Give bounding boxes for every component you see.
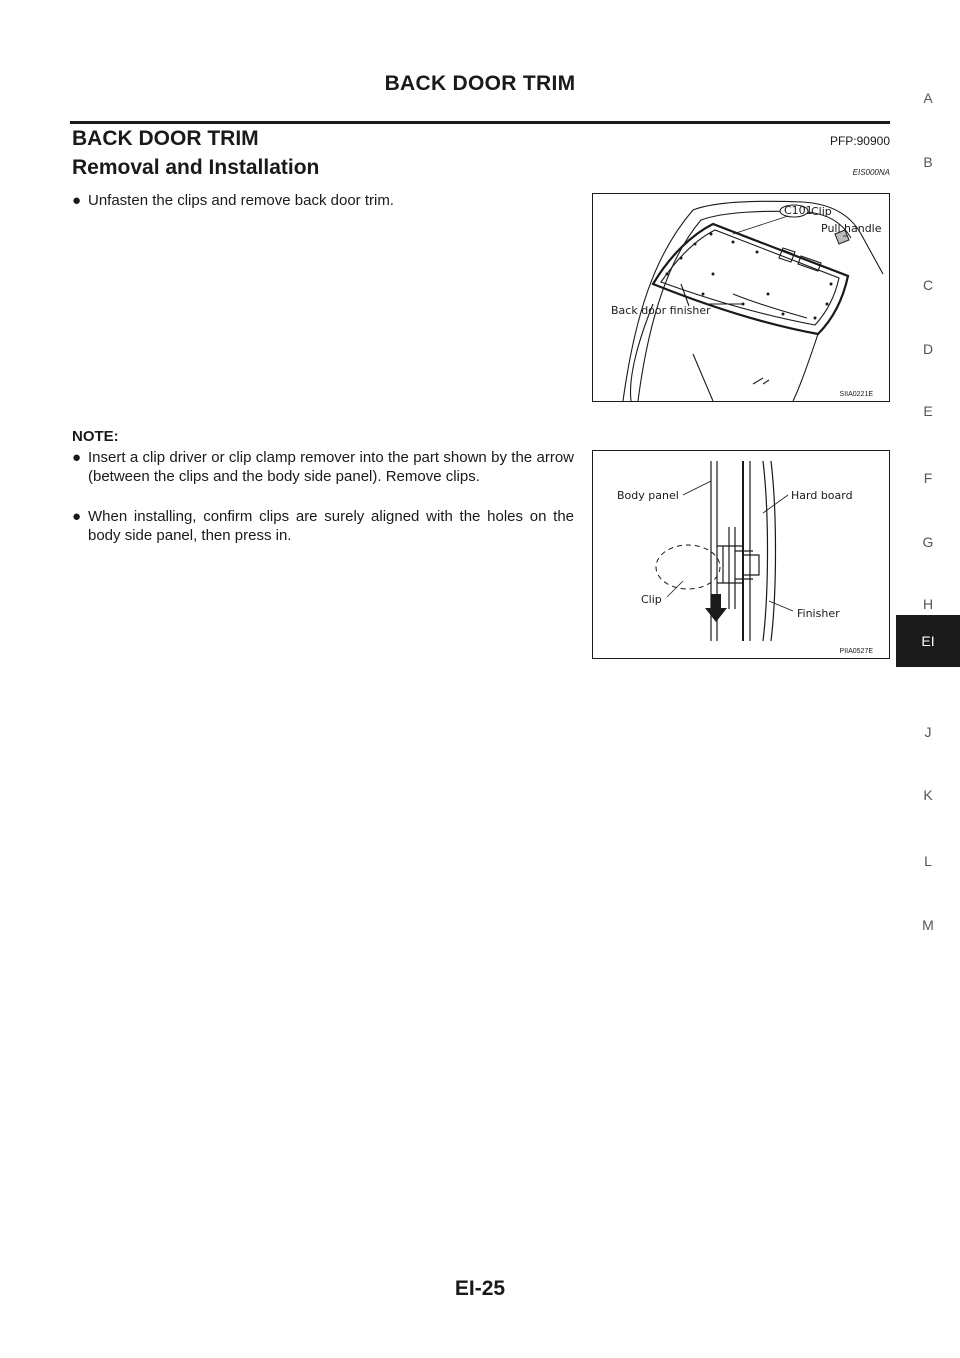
- bullet-icon: ●: [72, 449, 82, 466]
- clip-label: Clip: [811, 205, 832, 218]
- side-tab-m[interactable]: M: [922, 917, 934, 933]
- side-tab-b[interactable]: B: [923, 154, 933, 170]
- side-tab-e[interactable]: E: [923, 403, 933, 419]
- side-tab-l[interactable]: L: [924, 853, 932, 869]
- page-number: EI-25: [454, 1277, 506, 1300]
- section-title: BACK DOOR TRIM: [72, 127, 259, 150]
- clip-section-figure: [592, 450, 890, 659]
- figure-id: SIIA0221E: [839, 391, 873, 398]
- subsection-code: EIS000NA: [852, 168, 890, 177]
- side-tab-k[interactable]: K: [923, 787, 933, 803]
- figure-id: PIIA0527E: [839, 648, 873, 655]
- back-door-illustration: [593, 194, 889, 401]
- body-panel-label: Body panel: [617, 489, 679, 502]
- side-tab-j[interactable]: J: [924, 724, 932, 740]
- note-item: [72, 507, 574, 545]
- note-text: When installing, confirm clips are surely aligned with the holes on the body side panel, then press in.: [88, 508, 574, 544]
- side-tab-c[interactable]: C: [922, 277, 934, 293]
- step-item: [72, 191, 572, 210]
- side-tab-g[interactable]: G: [922, 534, 934, 550]
- side-tab-d[interactable]: D: [922, 341, 934, 357]
- pull-handle-label: Pull handle: [821, 222, 882, 235]
- back-door-finisher-label: Back door finisher: [611, 304, 711, 317]
- step-text: Unfasten the clips and remove back door trim.: [88, 192, 394, 209]
- note-text: Insert a clip driver or clip clamp remover into the part shown by the arrow (between the clips and the body side panel). Remove clips.: [88, 449, 574, 485]
- clip-section-illustration: [593, 451, 889, 658]
- clip-code-badge: C101: [784, 204, 813, 217]
- note-label: NOTE:: [72, 428, 119, 445]
- side-tab-a[interactable]: A: [923, 90, 933, 106]
- bullet-icon: ●: [72, 192, 82, 209]
- note-item: [72, 448, 574, 486]
- running-header: BACK DOOR TRIM: [384, 72, 576, 95]
- subsection-title: Removal and Installation: [72, 156, 320, 179]
- finisher-label: Finisher: [797, 607, 840, 620]
- section-code: PFP:90900: [829, 134, 890, 148]
- side-tab-ei[interactable]: EI: [896, 615, 960, 667]
- bullet-icon: ●: [72, 508, 82, 525]
- header-rule: [70, 121, 890, 124]
- side-tab-f[interactable]: F: [923, 470, 933, 486]
- clip-label: Clip: [641, 593, 662, 606]
- hard-board-label: Hard board: [791, 489, 853, 502]
- back-door-figure: [592, 193, 890, 402]
- side-tab-h[interactable]: H: [922, 596, 934, 612]
